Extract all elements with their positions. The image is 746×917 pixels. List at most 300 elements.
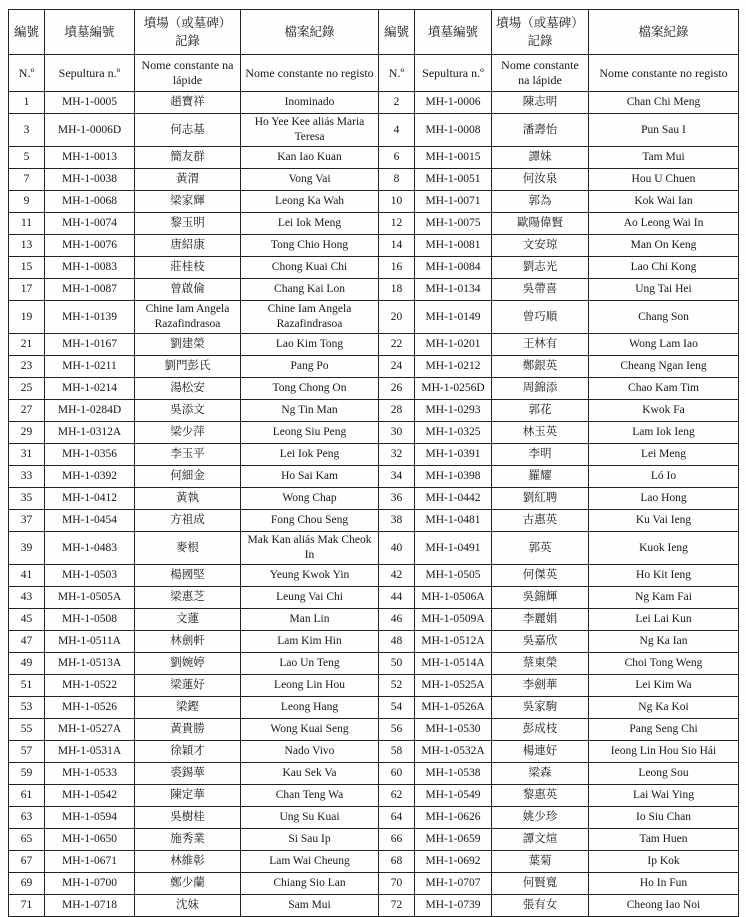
entry-lapide-cell: 林劍軒 <box>135 631 241 653</box>
entry-registo-cell: Man Lin <box>241 609 379 631</box>
entry-lapide-cell: Chine Iam Angela Razafindrasoa <box>135 301 241 334</box>
entry-registo-cell: Leong Hang <box>241 697 379 719</box>
entry-registo-cell: Wong Lam Iao <box>589 334 739 356</box>
table-row <box>9 829 739 851</box>
entry-registo-cell: Lao Un Teng <box>241 653 379 675</box>
entry-sepultura-cell: MH-1-0312A <box>45 422 135 444</box>
entry-lapide-cell: 李劍華 <box>492 675 589 697</box>
entry-registo-cell: Lei Lai Kun <box>589 609 739 631</box>
entry-sepultura-cell: MH-1-0081 <box>415 235 492 257</box>
entry-registo-cell: Ng Ka Ian <box>589 631 739 653</box>
table-row <box>9 466 739 488</box>
entry-sepultura-cell: MH-1-0538 <box>415 763 492 785</box>
entry-sepultura-cell: MH-1-0659 <box>415 829 492 851</box>
entry-number-cell: 68 <box>379 851 415 873</box>
entry-registo-cell: Ung Su Kuai <box>241 807 379 829</box>
entry-sepultura-cell: MH-1-0626 <box>415 807 492 829</box>
entry-sepultura-cell: MH-1-0549 <box>415 785 492 807</box>
entry-number-cell: 57 <box>9 741 45 763</box>
entry-lapide-cell: 陳定華 <box>135 785 241 807</box>
entry-number-cell: 5 <box>9 147 45 169</box>
entry-lapide-cell: 沈妹 <box>135 895 241 917</box>
entry-sepultura-cell: MH-1-0084 <box>415 257 492 279</box>
entry-number-cell: 59 <box>9 763 45 785</box>
entry-number-cell: 64 <box>379 807 415 829</box>
entry-number-cell: 23 <box>9 356 45 378</box>
entry-sepultura-cell: MH-1-0167 <box>45 334 135 356</box>
entry-sepultura-cell: MH-1-0508 <box>45 609 135 631</box>
header-sepultura-zh-left: 墳墓編號 <box>45 10 135 55</box>
entry-sepultura-cell: MH-1-0212 <box>415 356 492 378</box>
entry-sepultura-cell: MH-1-0514A <box>415 653 492 675</box>
entry-number-cell: 43 <box>9 587 45 609</box>
entry-number-cell: 35 <box>9 488 45 510</box>
entry-lapide-cell: 林玉英 <box>492 422 589 444</box>
entry-lapide-cell: 劉門彭氏 <box>135 356 241 378</box>
entry-registo-cell: Chan Teng Wa <box>241 785 379 807</box>
entry-lapide-cell: 潘壽怡 <box>492 114 589 147</box>
table-row <box>9 532 739 565</box>
table-row <box>9 147 739 169</box>
entry-sepultura-cell: MH-1-0076 <box>45 235 135 257</box>
entry-sepultura-cell: MH-1-0503 <box>45 565 135 587</box>
entry-lapide-cell: 吳錦輝 <box>492 587 589 609</box>
header-registo-pt-left: Nome constante no registo <box>241 55 379 92</box>
entry-number-cell: 29 <box>9 422 45 444</box>
entry-sepultura-cell: MH-1-0256D <box>415 378 492 400</box>
entry-lapide-cell: 譚文煊 <box>492 829 589 851</box>
entry-number-cell: 38 <box>379 510 415 532</box>
entry-registo-cell: Cheong Iao Noi <box>589 895 739 917</box>
entry-sepultura-cell: MH-1-0075 <box>415 213 492 235</box>
entry-sepultura-cell: MH-1-0008 <box>415 114 492 147</box>
entry-registo-cell: Ng Tin Man <box>241 400 379 422</box>
entry-registo-cell: Ló Io <box>589 466 739 488</box>
entry-lapide-cell: 趙寶祥 <box>135 92 241 114</box>
records-tbody <box>9 92 739 917</box>
entry-number-cell: 37 <box>9 510 45 532</box>
entry-lapide-cell: 莊桂枝 <box>135 257 241 279</box>
entry-registo-cell: Ung Tai Hei <box>589 279 739 301</box>
entry-number-cell: 25 <box>9 378 45 400</box>
entry-registo-cell: Leong Ka Wah <box>241 191 379 213</box>
entry-lapide-cell: 蔡東榮 <box>492 653 589 675</box>
entry-sepultura-cell: MH-1-0412 <box>45 488 135 510</box>
entry-lapide-cell: 楊連好 <box>492 741 589 763</box>
header-row-chinese <box>9 10 739 55</box>
entry-number-cell: 69 <box>9 873 45 895</box>
entry-number-cell: 55 <box>9 719 45 741</box>
entry-number-cell: 28 <box>379 400 415 422</box>
entry-registo-cell: Vong Vai <box>241 169 379 191</box>
entry-sepultura-cell: MH-1-0650 <box>45 829 135 851</box>
entry-registo-cell: Ho Yee Kee aliás Maria Teresa <box>241 114 379 147</box>
entry-lapide-cell: 梁鏗 <box>135 697 241 719</box>
entry-number-cell: 15 <box>9 257 45 279</box>
header-no-pt-left: N.º <box>9 55 45 92</box>
table-header <box>9 10 739 92</box>
entry-lapide-cell: 鄭銀英 <box>492 356 589 378</box>
entry-sepultura-cell: MH-1-0692 <box>415 851 492 873</box>
entry-lapide-cell: 吳嘉欣 <box>492 631 589 653</box>
table-row <box>9 510 739 532</box>
entry-number-cell: 27 <box>9 400 45 422</box>
entry-registo-cell: Tong Chio Hong <box>241 235 379 257</box>
entry-sepultura-cell: MH-1-0139 <box>45 301 135 334</box>
entry-lapide-cell: 李明 <box>492 444 589 466</box>
entry-number-cell: 11 <box>9 213 45 235</box>
entry-number-cell: 52 <box>379 675 415 697</box>
entry-lapide-cell: 簡友群 <box>135 147 241 169</box>
entry-registo-cell: Kuok Ieng <box>589 532 739 565</box>
entry-number-cell: 6 <box>379 147 415 169</box>
entry-number-cell: 50 <box>379 653 415 675</box>
entry-number-cell: 8 <box>379 169 415 191</box>
burial-records-table <box>8 9 739 917</box>
entry-number-cell: 36 <box>379 488 415 510</box>
entry-lapide-cell: 吳家駒 <box>492 697 589 719</box>
entry-lapide-cell: 葉菊 <box>492 851 589 873</box>
entry-registo-cell: Ng Ka Koi <box>589 697 739 719</box>
table-row <box>9 400 739 422</box>
table-row <box>9 565 739 587</box>
entry-sepultura-cell: MH-1-0015 <box>415 147 492 169</box>
entry-registo-cell: Lei Iok Meng <box>241 213 379 235</box>
table-row <box>9 873 739 895</box>
entry-sepultura-cell: MH-1-0481 <box>415 510 492 532</box>
entry-lapide-cell: 徐穎才 <box>135 741 241 763</box>
entry-number-cell: 72 <box>379 895 415 917</box>
entry-registo-cell: Si Sau Ip <box>241 829 379 851</box>
entry-number-cell: 33 <box>9 466 45 488</box>
entry-number-cell: 63 <box>9 807 45 829</box>
entry-registo-cell: Ho Sai Kam <box>241 466 379 488</box>
entry-lapide-cell: 彭成枝 <box>492 719 589 741</box>
table-row <box>9 631 739 653</box>
entry-lapide-cell: 何傑英 <box>492 565 589 587</box>
entry-lapide-cell: 黎惠英 <box>492 785 589 807</box>
header-no-zh-right: 編號 <box>379 10 415 55</box>
entry-sepultura-cell: MH-1-0531A <box>45 741 135 763</box>
entry-registo-cell: Lam Wai Cheung <box>241 851 379 873</box>
entry-sepultura-cell: MH-1-0284D <box>45 400 135 422</box>
entry-lapide-cell: 方祖成 <box>135 510 241 532</box>
entry-lapide-cell: 劉婉婷 <box>135 653 241 675</box>
entry-registo-cell: Tam Huen <box>589 829 739 851</box>
entry-number-cell: 71 <box>9 895 45 917</box>
entry-sepultura-cell: MH-1-0006 <box>415 92 492 114</box>
entry-sepultura-cell: MH-1-0522 <box>45 675 135 697</box>
entry-lapide-cell: 麥根 <box>135 532 241 565</box>
table-row <box>9 114 739 147</box>
entry-sepultura-cell: MH-1-0149 <box>415 301 492 334</box>
entry-registo-cell: Ao Leong Wai In <box>589 213 739 235</box>
entry-registo-cell: Lao Hong <box>589 488 739 510</box>
entry-lapide-cell: 湯松安 <box>135 378 241 400</box>
entry-lapide-cell: 曾巧順 <box>492 301 589 334</box>
entry-number-cell: 67 <box>9 851 45 873</box>
entry-registo-cell: Choi Tong Weng <box>589 653 739 675</box>
entry-registo-cell: Ku Vai Ieng <box>589 510 739 532</box>
entry-lapide-cell: 羅耀 <box>492 466 589 488</box>
header-no-pt-right: N.º <box>379 55 415 92</box>
table-row <box>9 807 739 829</box>
entry-sepultura-cell: MH-1-0594 <box>45 807 135 829</box>
entry-registo-cell: Sam Mui <box>241 895 379 917</box>
entry-registo-cell: Lao Chi Kong <box>589 257 739 279</box>
entry-registo-cell: Chang Son <box>589 301 739 334</box>
table-row <box>9 609 739 631</box>
header-row-portuguese <box>9 55 739 92</box>
entry-sepultura-cell: MH-1-0526A <box>415 697 492 719</box>
entry-registo-cell: Cheang Ngan Ieng <box>589 356 739 378</box>
entry-number-cell: 49 <box>9 653 45 675</box>
entry-sepultura-cell: MH-1-0513A <box>45 653 135 675</box>
entry-lapide-cell: 梁家輝 <box>135 191 241 213</box>
entry-registo-cell: Chang Kai Lon <box>241 279 379 301</box>
entry-lapide-cell: 唐紹康 <box>135 235 241 257</box>
entry-lapide-cell: 何志基 <box>135 114 241 147</box>
entry-registo-cell: Kau Sek Va <box>241 763 379 785</box>
entry-registo-cell: Chine Iam Angela Razafindrasoa <box>241 301 379 334</box>
entry-registo-cell: Ieong Lin Hou Sio Hái <box>589 741 739 763</box>
entry-lapide-cell: 施秀業 <box>135 829 241 851</box>
entry-number-cell: 44 <box>379 587 415 609</box>
entry-lapide-cell: 吳樹桂 <box>135 807 241 829</box>
entry-registo-cell: Nado Vivo <box>241 741 379 763</box>
entry-sepultura-cell: MH-1-0391 <box>415 444 492 466</box>
entry-sepultura-cell: MH-1-0530 <box>415 719 492 741</box>
entry-lapide-cell: 裘錫華 <box>135 763 241 785</box>
entry-sepultura-cell: MH-1-0526 <box>45 697 135 719</box>
entry-sepultura-cell: MH-1-0038 <box>45 169 135 191</box>
entry-sepultura-cell: MH-1-0505A <box>45 587 135 609</box>
entry-sepultura-cell: MH-1-0398 <box>415 466 492 488</box>
entry-number-cell: 31 <box>9 444 45 466</box>
entry-registo-cell: Lao Kim Tong <box>241 334 379 356</box>
entry-registo-cell: Ng Kam Fai <box>589 587 739 609</box>
entry-lapide-cell: 曾啟倫 <box>135 279 241 301</box>
table-row <box>9 697 739 719</box>
entry-registo-cell: Mak Kan aliás Mak Cheok In <box>241 532 379 565</box>
entry-sepultura-cell: MH-1-0087 <box>45 279 135 301</box>
entry-number-cell: 61 <box>9 785 45 807</box>
entry-registo-cell: Pang Po <box>241 356 379 378</box>
entry-registo-cell: Lam Iok Ieng <box>589 422 739 444</box>
entry-lapide-cell: 吳帶喜 <box>492 279 589 301</box>
entry-number-cell: 16 <box>379 257 415 279</box>
entry-registo-cell: Ho In Fun <box>589 873 739 895</box>
table-row <box>9 334 739 356</box>
entry-registo-cell: Lai Wai Ying <box>589 785 739 807</box>
entry-lapide-cell: 吳添文 <box>135 400 241 422</box>
entry-lapide-cell: 劉建榮 <box>135 334 241 356</box>
entry-number-cell: 56 <box>379 719 415 741</box>
entry-sepultura-cell: MH-1-0542 <box>45 785 135 807</box>
header-lapide-zh-left: 墳場（或墓碑）記錄 <box>135 10 241 55</box>
entry-lapide-cell: 李麗娟 <box>492 609 589 631</box>
entry-lapide-cell: 古惠英 <box>492 510 589 532</box>
entry-number-cell: 41 <box>9 565 45 587</box>
header-no-zh-left: 編號 <box>9 10 45 55</box>
entry-number-cell: 7 <box>9 169 45 191</box>
entry-registo-cell: Kwok Fa <box>589 400 739 422</box>
entry-sepultura-cell: MH-1-0325 <box>415 422 492 444</box>
entry-lapide-cell: 姚少珍 <box>492 807 589 829</box>
entry-registo-cell: Chao Kam Tim <box>589 378 739 400</box>
entry-registo-cell: Tong Chong On <box>241 378 379 400</box>
table-row <box>9 653 739 675</box>
table-row <box>9 191 739 213</box>
entry-registo-cell: Lei Meng <box>589 444 739 466</box>
entry-lapide-cell: 何賢寬 <box>492 873 589 895</box>
entry-number-cell: 46 <box>379 609 415 631</box>
entry-registo-cell: Wong Chap <box>241 488 379 510</box>
entry-sepultura-cell: MH-1-0509A <box>415 609 492 631</box>
table-row <box>9 422 739 444</box>
entry-registo-cell: Inominado <box>241 92 379 114</box>
entry-registo-cell: Io Siu Chan <box>589 807 739 829</box>
entry-registo-cell: Lei Kim Wa <box>589 675 739 697</box>
table-row <box>9 378 739 400</box>
entry-lapide-cell: 梁森 <box>492 763 589 785</box>
entry-registo-cell: Hou U Chuen <box>589 169 739 191</box>
table-row <box>9 235 739 257</box>
entry-registo-cell: Wong Kuai Seng <box>241 719 379 741</box>
entry-lapide-cell: 黃執 <box>135 488 241 510</box>
entry-sepultura-cell: MH-1-0491 <box>415 532 492 565</box>
entry-number-cell: 14 <box>379 235 415 257</box>
entry-number-cell: 9 <box>9 191 45 213</box>
entry-registo-cell: Chong Kuai Chi <box>241 257 379 279</box>
table-row <box>9 488 739 510</box>
entry-registo-cell: Leong Lin Hou <box>241 675 379 697</box>
table-row <box>9 763 739 785</box>
entry-number-cell: 18 <box>379 279 415 301</box>
entry-sepultura-cell: MH-1-0671 <box>45 851 135 873</box>
table-row <box>9 257 739 279</box>
entry-lapide-cell: 郭英 <box>492 532 589 565</box>
entry-lapide-cell: 何細金 <box>135 466 241 488</box>
entry-sepultura-cell: MH-1-0051 <box>415 169 492 191</box>
table-row <box>9 213 739 235</box>
table-row <box>9 92 739 114</box>
entry-lapide-cell: 歐陽偉賢 <box>492 213 589 235</box>
entry-sepultura-cell: MH-1-0527A <box>45 719 135 741</box>
entry-number-cell: 4 <box>379 114 415 147</box>
header-registo-zh-right: 檔案紀錄 <box>589 10 739 55</box>
entry-lapide-cell: 張有女 <box>492 895 589 917</box>
table-row <box>9 719 739 741</box>
entry-registo-cell: Lei Iok Peng <box>241 444 379 466</box>
entry-registo-cell: Pun Sau I <box>589 114 739 147</box>
entry-lapide-cell: 劉紅聘 <box>492 488 589 510</box>
table-row <box>9 301 739 334</box>
entry-registo-cell: Yeung Kwok Yin <box>241 565 379 587</box>
entry-number-cell: 19 <box>9 301 45 334</box>
entry-lapide-cell: 陳志明 <box>492 92 589 114</box>
entry-number-cell: 54 <box>379 697 415 719</box>
entry-number-cell: 17 <box>9 279 45 301</box>
entry-sepultura-cell: MH-1-0442 <box>415 488 492 510</box>
entry-sepultura-cell: MH-1-0074 <box>45 213 135 235</box>
entry-sepultura-cell: MH-1-0013 <box>45 147 135 169</box>
table-row <box>9 444 739 466</box>
entry-sepultura-cell: MH-1-0512A <box>415 631 492 653</box>
entry-number-cell: 39 <box>9 532 45 565</box>
entry-lapide-cell: 梁蓮好 <box>135 675 241 697</box>
entry-sepultura-cell: MH-1-0214 <box>45 378 135 400</box>
entry-sepultura-cell: MH-1-0201 <box>415 334 492 356</box>
entry-registo-cell: Leong Sou <box>589 763 739 785</box>
entry-lapide-cell: 郭為 <box>492 191 589 213</box>
entry-sepultura-cell: MH-1-0134 <box>415 279 492 301</box>
header-lapide-pt-left: Nome constante na lápide <box>135 55 241 92</box>
entry-sepultura-cell: MH-1-0739 <box>415 895 492 917</box>
entry-sepultura-cell: MH-1-0505 <box>415 565 492 587</box>
entry-number-cell: 2 <box>379 92 415 114</box>
entry-number-cell: 24 <box>379 356 415 378</box>
entry-sepultura-cell: MH-1-0718 <box>45 895 135 917</box>
entry-lapide-cell: 黃渭 <box>135 169 241 191</box>
entry-sepultura-cell: MH-1-0506A <box>415 587 492 609</box>
table-row <box>9 741 739 763</box>
entry-registo-cell: Chan Chi Meng <box>589 92 739 114</box>
entry-lapide-cell: 何汝泉 <box>492 169 589 191</box>
entry-lapide-cell: 劉志光 <box>492 257 589 279</box>
entry-sepultura-cell: MH-1-0454 <box>45 510 135 532</box>
entry-number-cell: 13 <box>9 235 45 257</box>
entry-registo-cell: Ho Kit Ieng <box>589 565 739 587</box>
header-registo-pt-right: Nome constante no registo <box>589 55 739 92</box>
entry-number-cell: 12 <box>379 213 415 235</box>
table-row <box>9 587 739 609</box>
entry-registo-cell: Pang Seng Chi <box>589 719 739 741</box>
entry-registo-cell: Tam Mui <box>589 147 739 169</box>
entry-lapide-cell: 黎玉明 <box>135 213 241 235</box>
entry-sepultura-cell: MH-1-0483 <box>45 532 135 565</box>
entry-sepultura-cell: MH-1-0707 <box>415 873 492 895</box>
entry-sepultura-cell: MH-1-0071 <box>415 191 492 213</box>
header-sepultura-pt-right: Sepultura n.º <box>415 55 492 92</box>
entry-number-cell: 26 <box>379 378 415 400</box>
entry-lapide-cell: 王林有 <box>492 334 589 356</box>
entry-sepultura-cell: MH-1-0511A <box>45 631 135 653</box>
entry-registo-cell: Leong Siu Peng <box>241 422 379 444</box>
header-lapide-pt-right: Nome constante na lápide <box>492 55 589 92</box>
entry-number-cell: 45 <box>9 609 45 631</box>
entry-number-cell: 21 <box>9 334 45 356</box>
entry-number-cell: 3 <box>9 114 45 147</box>
entry-lapide-cell: 林維彰 <box>135 851 241 873</box>
entry-lapide-cell: 文安琼 <box>492 235 589 257</box>
entry-sepultura-cell: MH-1-0532A <box>415 741 492 763</box>
entry-sepultura-cell: MH-1-0006D <box>45 114 135 147</box>
entry-number-cell: 22 <box>379 334 415 356</box>
entry-number-cell: 51 <box>9 675 45 697</box>
entry-lapide-cell: 梁惠芝 <box>135 587 241 609</box>
entry-sepultura-cell: MH-1-0211 <box>45 356 135 378</box>
header-sepultura-pt-left: Sepultura n.º <box>45 55 135 92</box>
entry-registo-cell: Lam Kim Hin <box>241 631 379 653</box>
entry-sepultura-cell: MH-1-0083 <box>45 257 135 279</box>
table-row <box>9 279 739 301</box>
entry-number-cell: 1 <box>9 92 45 114</box>
entry-lapide-cell: 黃貴勝 <box>135 719 241 741</box>
table-row <box>9 785 739 807</box>
entry-lapide-cell: 楊國堅 <box>135 565 241 587</box>
entry-number-cell: 20 <box>379 301 415 334</box>
